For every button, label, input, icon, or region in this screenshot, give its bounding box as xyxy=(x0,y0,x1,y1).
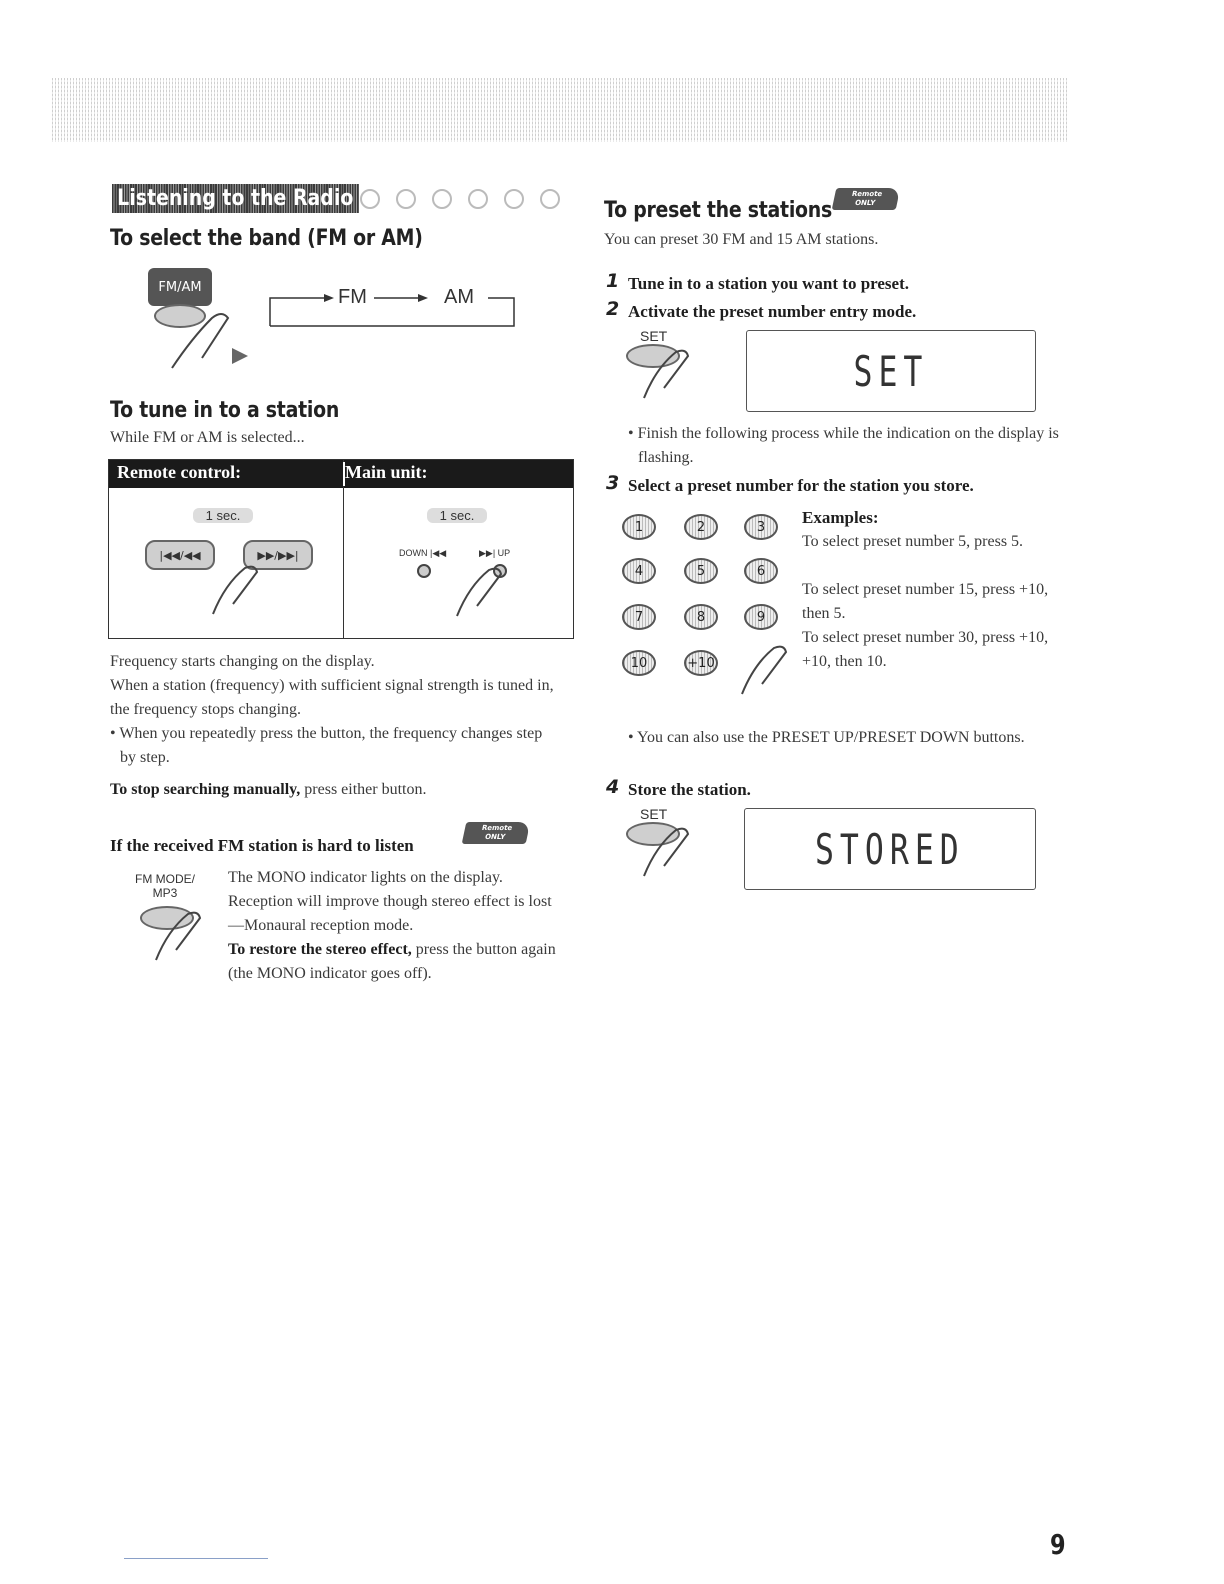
examples-title: Examples: xyxy=(802,508,879,527)
table-divider xyxy=(343,460,344,638)
finger-press-icon xyxy=(449,566,519,626)
hold-label-main: 1 sec. xyxy=(427,508,487,523)
table-header-divider xyxy=(343,462,345,486)
header-band xyxy=(52,78,1068,142)
hold-label-remote: 1 sec. xyxy=(193,508,253,523)
tune-heading: To tune in to a station xyxy=(110,398,340,423)
example-3: To select preset number 30, press +10, +10, then 10. xyxy=(802,629,1049,670)
finger-press-icon xyxy=(162,308,252,378)
col-remote: Remote control: xyxy=(117,462,242,482)
fm-label: FM xyxy=(338,286,367,308)
key-6[interactable]: 6 xyxy=(744,558,778,584)
remote-only-icon xyxy=(832,188,901,210)
tune-intro: While FM or AM is selected... xyxy=(110,429,305,446)
fm-mode-label-top: FM MODE/ xyxy=(135,872,195,886)
fm-hard-heading: If the received FM station is hard to listen xyxy=(110,836,414,855)
restore-rest: press the button again (the MONO indicator goes off). xyxy=(228,941,556,982)
band-diagram xyxy=(148,268,528,368)
restore-bold: To restore the stereo effect, xyxy=(228,941,412,958)
finger-press-icon xyxy=(636,826,706,886)
remote-skip-forward-button[interactable]: ▶▶/▶▶| xyxy=(243,540,313,570)
finger-press-icon xyxy=(205,564,275,624)
step4-text: Store the station. xyxy=(628,780,751,799)
lcd-stored-text: STORED xyxy=(815,824,965,874)
tune-table xyxy=(108,459,574,639)
lcd-set-text: SET xyxy=(853,346,929,396)
note-preset: • You can also use the PRESET UP/PRESET DOWN buttons. xyxy=(628,729,1025,746)
stop-search-rest: press either button. xyxy=(300,781,427,798)
example-2: To select preset number 15, press +10, then 5. xyxy=(802,581,1049,622)
set-label: SET xyxy=(640,328,668,344)
step2-number: 2 xyxy=(606,298,620,320)
down-label: DOWN |◀◀ xyxy=(399,548,447,558)
page-title: Listening to the Radio xyxy=(112,184,358,213)
key-7[interactable]: 7 xyxy=(622,604,656,630)
remote-skip-back-button[interactable]: |◀◀/◀◀ xyxy=(145,540,215,570)
key-5[interactable]: 5 xyxy=(684,558,718,584)
fm-mode-button-label xyxy=(130,872,200,900)
key-1[interactable]: 1 xyxy=(622,514,656,540)
remote-only-top-2: Remote xyxy=(851,190,884,198)
up-label: ▶▶| UP xyxy=(479,548,511,558)
key-9[interactable]: 9 xyxy=(744,604,778,630)
fm-am-button[interactable]: FM/AM xyxy=(148,268,212,306)
fm-hard-text: The MONO indicator lights on the display. Reception will improve though stereo effect is lost—Monaural reception mode. xyxy=(228,869,552,934)
step2-text: Activate the preset number entry mode. xyxy=(628,302,917,321)
remote-only-bottom: ONLY xyxy=(484,833,507,841)
key-8[interactable]: 8 xyxy=(684,604,718,630)
band-heading: To select the band (FM or AM) xyxy=(110,226,423,251)
restore-line xyxy=(228,938,558,986)
key-plus10[interactable]: +10 xyxy=(684,650,718,676)
radio-wave-icons xyxy=(350,184,572,214)
key-2[interactable]: 2 xyxy=(684,514,718,540)
example-1: To select preset number 5, press 5. xyxy=(802,533,1024,550)
am-label: AM xyxy=(444,286,474,308)
stop-search-bold: To stop searching manually, xyxy=(110,781,301,798)
remote-only-icon xyxy=(462,822,531,844)
key-3[interactable]: 3 xyxy=(744,514,778,540)
lcd-set-display xyxy=(746,330,1036,412)
key-10[interactable]: 10 xyxy=(622,650,656,676)
finger-press-icon xyxy=(148,910,218,970)
step4-number: 4 xyxy=(606,776,620,798)
finger-press-icon xyxy=(636,348,706,408)
col-main-unit: Main unit: xyxy=(345,462,428,482)
stop-search-line xyxy=(110,778,574,802)
step1-text: Tune in to a station you want to preset. xyxy=(628,274,910,293)
step3-text: Select a preset number for the station you store. xyxy=(628,476,974,495)
step1-number: 1 xyxy=(606,270,620,292)
finger-press-icon xyxy=(734,644,804,704)
step3-number: 3 xyxy=(606,472,620,494)
set-label-2: SET xyxy=(640,806,668,822)
preset-heading: To preset the stations xyxy=(604,198,833,223)
page-number: 9 xyxy=(1050,1528,1066,1561)
remote-only-top: Remote xyxy=(481,824,514,832)
band-cycle-arrow xyxy=(268,288,528,328)
key-4[interactable]: 4 xyxy=(622,558,656,584)
preset-intro: You can preset 30 FM and 15 AM stations. xyxy=(604,231,879,248)
main-down-button[interactable] xyxy=(417,564,431,578)
fm-mode-label-bottom: MP3 xyxy=(152,886,178,900)
lcd-stored-display xyxy=(744,808,1036,890)
tune-p1: Frequency starts changing on the display. xyxy=(110,653,375,670)
tune-p3: • When you repeatedly press the button, the frequency changes step by step. xyxy=(110,725,543,766)
tune-p2: When a station (frequency) with sufficient signal strength is tuned in, the frequency stops changing. xyxy=(110,677,554,718)
note-flash: • Finish the following process while the indication on the display is flashing. xyxy=(628,425,1059,466)
footer-rule xyxy=(124,1558,268,1559)
remote-only-bottom-2: ONLY xyxy=(854,199,877,207)
